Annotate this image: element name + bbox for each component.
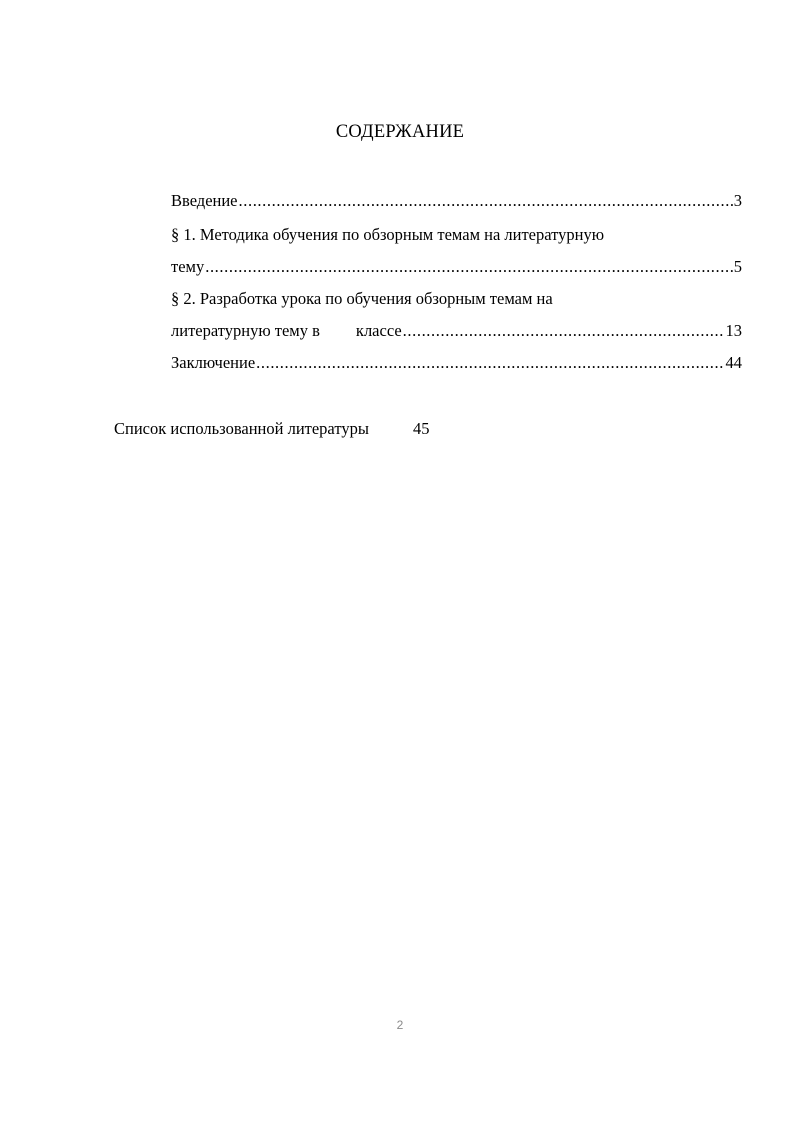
- toc-entry-page: 3: [733, 191, 742, 210]
- toc-entry-label-part: классе: [355, 321, 402, 340]
- toc-entry-page: 45: [413, 419, 430, 438]
- toc-entry-page: 44: [725, 353, 742, 372]
- toc-entry-section2-title: § 2. Разработка урока по обучения обзорным темам на: [171, 289, 553, 308]
- page-number: 2: [396, 1018, 404, 1032]
- dot-leader: [205, 256, 733, 278]
- toc-entry-page: 5: [733, 257, 742, 276]
- toc-entry-label: Введение: [171, 191, 238, 210]
- toc-entry-label: Список использованной литературы: [114, 419, 369, 438]
- toc-entry-section1: [171, 256, 742, 278]
- toc-entry-label: [171, 320, 402, 342]
- toc-entry-intro: [171, 190, 742, 212]
- toc-entry-label: Заключение: [171, 353, 256, 372]
- toc-entry-label-part: литературную тему в: [171, 321, 320, 340]
- toc-entry-section2: [171, 320, 742, 342]
- toc-entry-conclusion: [171, 352, 742, 374]
- dot-leader: [403, 320, 725, 342]
- toc-entry-section1-title: § 1. Методика обучения по обзорным темам на литературную: [171, 225, 605, 244]
- dot-leader: [239, 190, 733, 212]
- dot-leader: [256, 352, 724, 374]
- toc-entry-bibliography: [114, 418, 430, 440]
- page-title: СОДЕРЖАНИЕ: [335, 122, 465, 142]
- toc-entry-label: тему: [171, 257, 205, 276]
- toc-entry-page: 13: [725, 321, 742, 340]
